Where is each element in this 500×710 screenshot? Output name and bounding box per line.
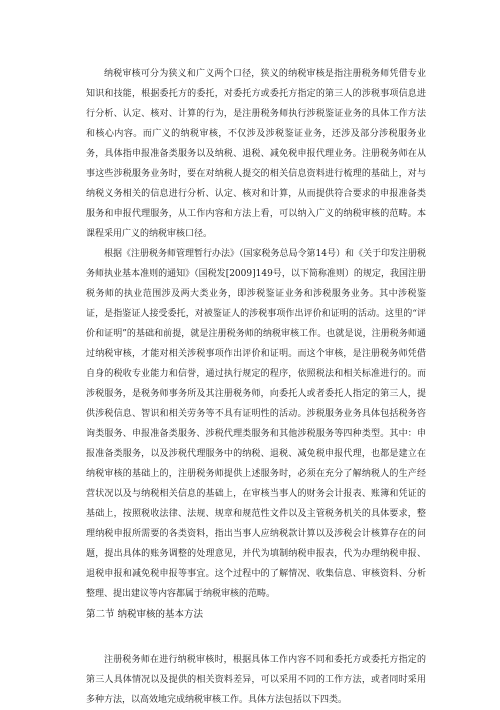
paragraph-legal-basis: 根据《注册税务师管理暂行办法》（国家税务总局令第14号）和《关于印发注册税务师执业基本准则的通知》（国税发[2009]149号，以下简称准则）的规定，我国注册税务师的执业范围涉及两大类业务，即涉税鉴证业务和涉税服务业务。其中涉税鉴证，是指鉴证人接受委托，对被鉴证人的涉税事项作出评价和证明的活动。这里的“评价和证明”的基础和前提，就是注册税务师的纳税审核工作。也就是说，注册税务师通过纳税审核，才能对相关涉税事项作出评价和证明。而这个审核，是注册税务师凭借自身的税收专业能力和信誉，通过执行规定的程序，依照税法和相关标准进行的。而涉税服务，是税务师事务所及其注册税务师，向委托人或者委托人指定的第三人，提供涉税信息、智识和相关劳务等不具有证明性的活动。涉税服务业务具体包括税务咨询类服务、申报准备类服务、涉税代理类服务和其他涉税服务等四种类型。其中：申报准备类服务，以及涉税代理服务中的纳税、退税、减免税申报代理，也都是建立在纳税审核的基础上的，注册税务师提供上述服务时，必须在充分了解纳税人的生产经营状况以及与纳税相关信息的基础上，在审核当事人的财务会计报表、账簿和凭证的基础上，按照税收法律、法规、规章和规范性文件以及主管税务机关的具体要求，整理纳税申报所需要的各类资料，指出当事人应纳税款计算以及涉税会计核算存在的问题，提出具体的账务调整的处理意见，并代为填制纳税申报表，代为办理纳税申报、退税申报和减免税申报等事宜。这个过程中的了解情况、收集信息、审核资料、分析整理、提出建议等内容都属于纳税审核的范畴。	[86, 249, 426, 599]
paragraph-methods-intro: 注册税务师在进行纳税审核时，根据具体工作内容不同和委托方或委托方指定的第三人具体情况以及提供的相关资料差异，可以采用不同的工作方法，或者同时采用多种方法，以高效地完成纳税审核工作。具体方法包括以下四类。	[86, 655, 426, 705]
section-heading: 第二节 纳税审核的基本方法	[86, 609, 204, 620]
paragraph-narrow-broad-review: 纳税审核可分为狭义和广义两个口径，狭义的纳税审核是指注册税务师凭借专业知识和技能，根据委托方的委托，对委托方或委托方指定的第三人的涉税事项信息进行分析、认定、核对、计算的行为，是注册税务师执行涉税鉴证业务的具体工作方法和核心内容。而广义的纳税审核，不仅涉及涉税鉴证业务，还涉及部分涉税服务业务，具体指申报准备类服务以及纳税、退税、减免税申报代理业务。注册税务师在从事这些涉税服务业务时，要在对纳税人提交的相关信息资料进行梳理的基础上，对与纳税义务相关的信息进行分析、认定、核对和计算，从而提供符合要求的申报准备类服务和申报代理服务，从工作内容和方法上看，可以纳入广义的纳税审核的范畴。本课程采用广义的纳税审核口径。	[86, 69, 426, 239]
document-body	[86, 64, 426, 710]
section-spacer	[86, 626, 426, 650]
